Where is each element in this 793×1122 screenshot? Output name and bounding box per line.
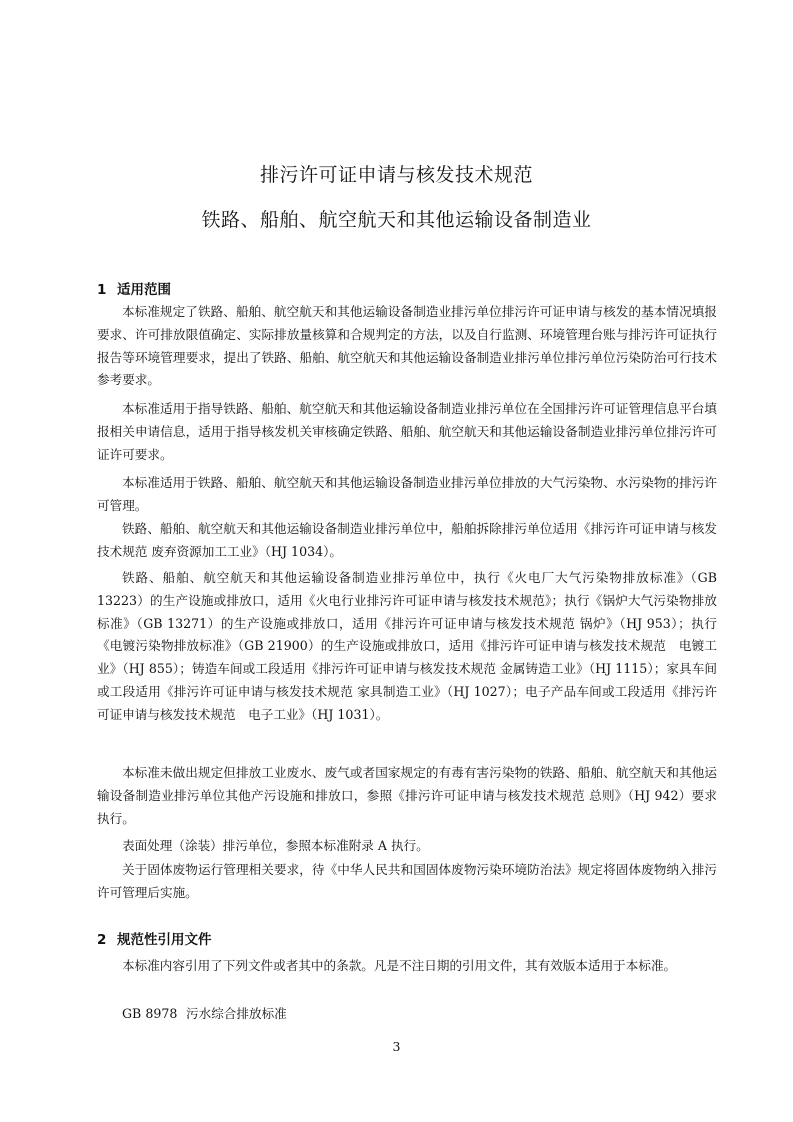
section-2-paragraph: 本标准内容引用了下列文件或者其中的条款。凡是不注日期的引用文件，其有效版本适用于本标准。 [122,958,677,973]
section-1-paragraph: 铁路、船舶、航空航天和其他运输设备制造业排污单位中，船舶拆除排污单位适用《排污许可证申请与核发技术规范 废弃资源加工工业》（HJ 1034）。 [97,521,717,559]
section-1-paragraph: 本标准适用于指导铁路、船舶、航空航天和其他运输设备制造业排污单位在全国排污许可证管理信息平台填报相关申请信息，适用于指导核发机关审核确定铁路、船舶、航空航天和其他运输设备制造业排污单位排污许可证许可要求。 [97,401,717,462]
reference-code: GB 8978 [122,1006,178,1021]
section-1-paragraph: 本标准未做出规定但排放工业废水、废气或者国家规定的有毒有害污染物的铁路、船舶、航空航天和其他运输设备制造业排污单位其他产污设施和排放口，参照《排污许可证申请与核发技术规范 总则》（HJ 942）要求执行。 [97,765,717,826]
reference-item [122,1003,287,1026]
section-1-paragraph: 表面处理（涂装）排污单位，参照本标准附录 A 执行。 [122,838,429,853]
page-number: 3 [392,1039,401,1054]
section-1-number: 1 [97,282,107,298]
section-1-paragraph: 本标准规定了铁路、船舶、航空航天和其他运输设备制造业排污单位排污许可证申请与核发的基本情况填报要求、许可排放限值确定、实际排放量核算和合规判定的方法，以及自行监测、环境管理台账与排污许可证执行报告等环境管理要求，提出了铁路、船舶、航空航天和其他运输设备制造业排污单位排污单位污染防治可行技术参考要求。 [97,304,717,388]
reference-name: 污水综合排放标准 [186,1006,287,1021]
section-1-heading [97,278,171,298]
section-2-title: 规范性引用文件 [117,932,212,948]
section-1-paragraph: 铁路、船舶、航空航天和其他运输设备制造业排污单位中，执行《火电厂大气污染物排放标准》（GB 13223）的生产设施或排放口，适用《火电行业排污许可证申请与核发技术规范》；执行《锅炉大气污染物排放标准》（GB 13271）的生产设施或排放口，适用《排污许可证申请与核发技术规范 锅炉》（HJ 953）；执行《电镀污染物排放标准》（GB 21900）的生产设施或排放口，适用《排污许可证申请与核发技术规范 电镀工业》（HJ 855）；铸造车间或工段适用《排污许可证申请与核发技术规范 金属铸造工业》（HJ 1115）；家具车间或工段适用《排污许可证申请与核发技术规范 家具制造工业》（HJ 1027）；电子产品车间或工段适用《排污许可证申请与核发技术规范 电子工业》（HJ 1031）。 [97,570,717,722]
section-2-heading [97,928,212,948]
section-1-paragraph: 关于固体废物运行管理相关要求，待《中华人民共和国固体废物污染环境防治法》规定将固体废物纳入排污许可管理后实施。 [97,862,717,900]
document-title: 排污许可证申请与核发技术规范 [259,164,533,186]
section-2-number: 2 [97,932,107,948]
section-1-paragraph: 本标准适用于铁路、船舶、航空航天和其他运输设备制造业排污单位排放的大气污染物、水污染物的排污许可管理。 [97,475,717,513]
section-1-title: 适用范围 [117,282,171,298]
document-subtitle: 铁路、船舶、航空航天和其他运输设备制造业 [201,209,592,231]
